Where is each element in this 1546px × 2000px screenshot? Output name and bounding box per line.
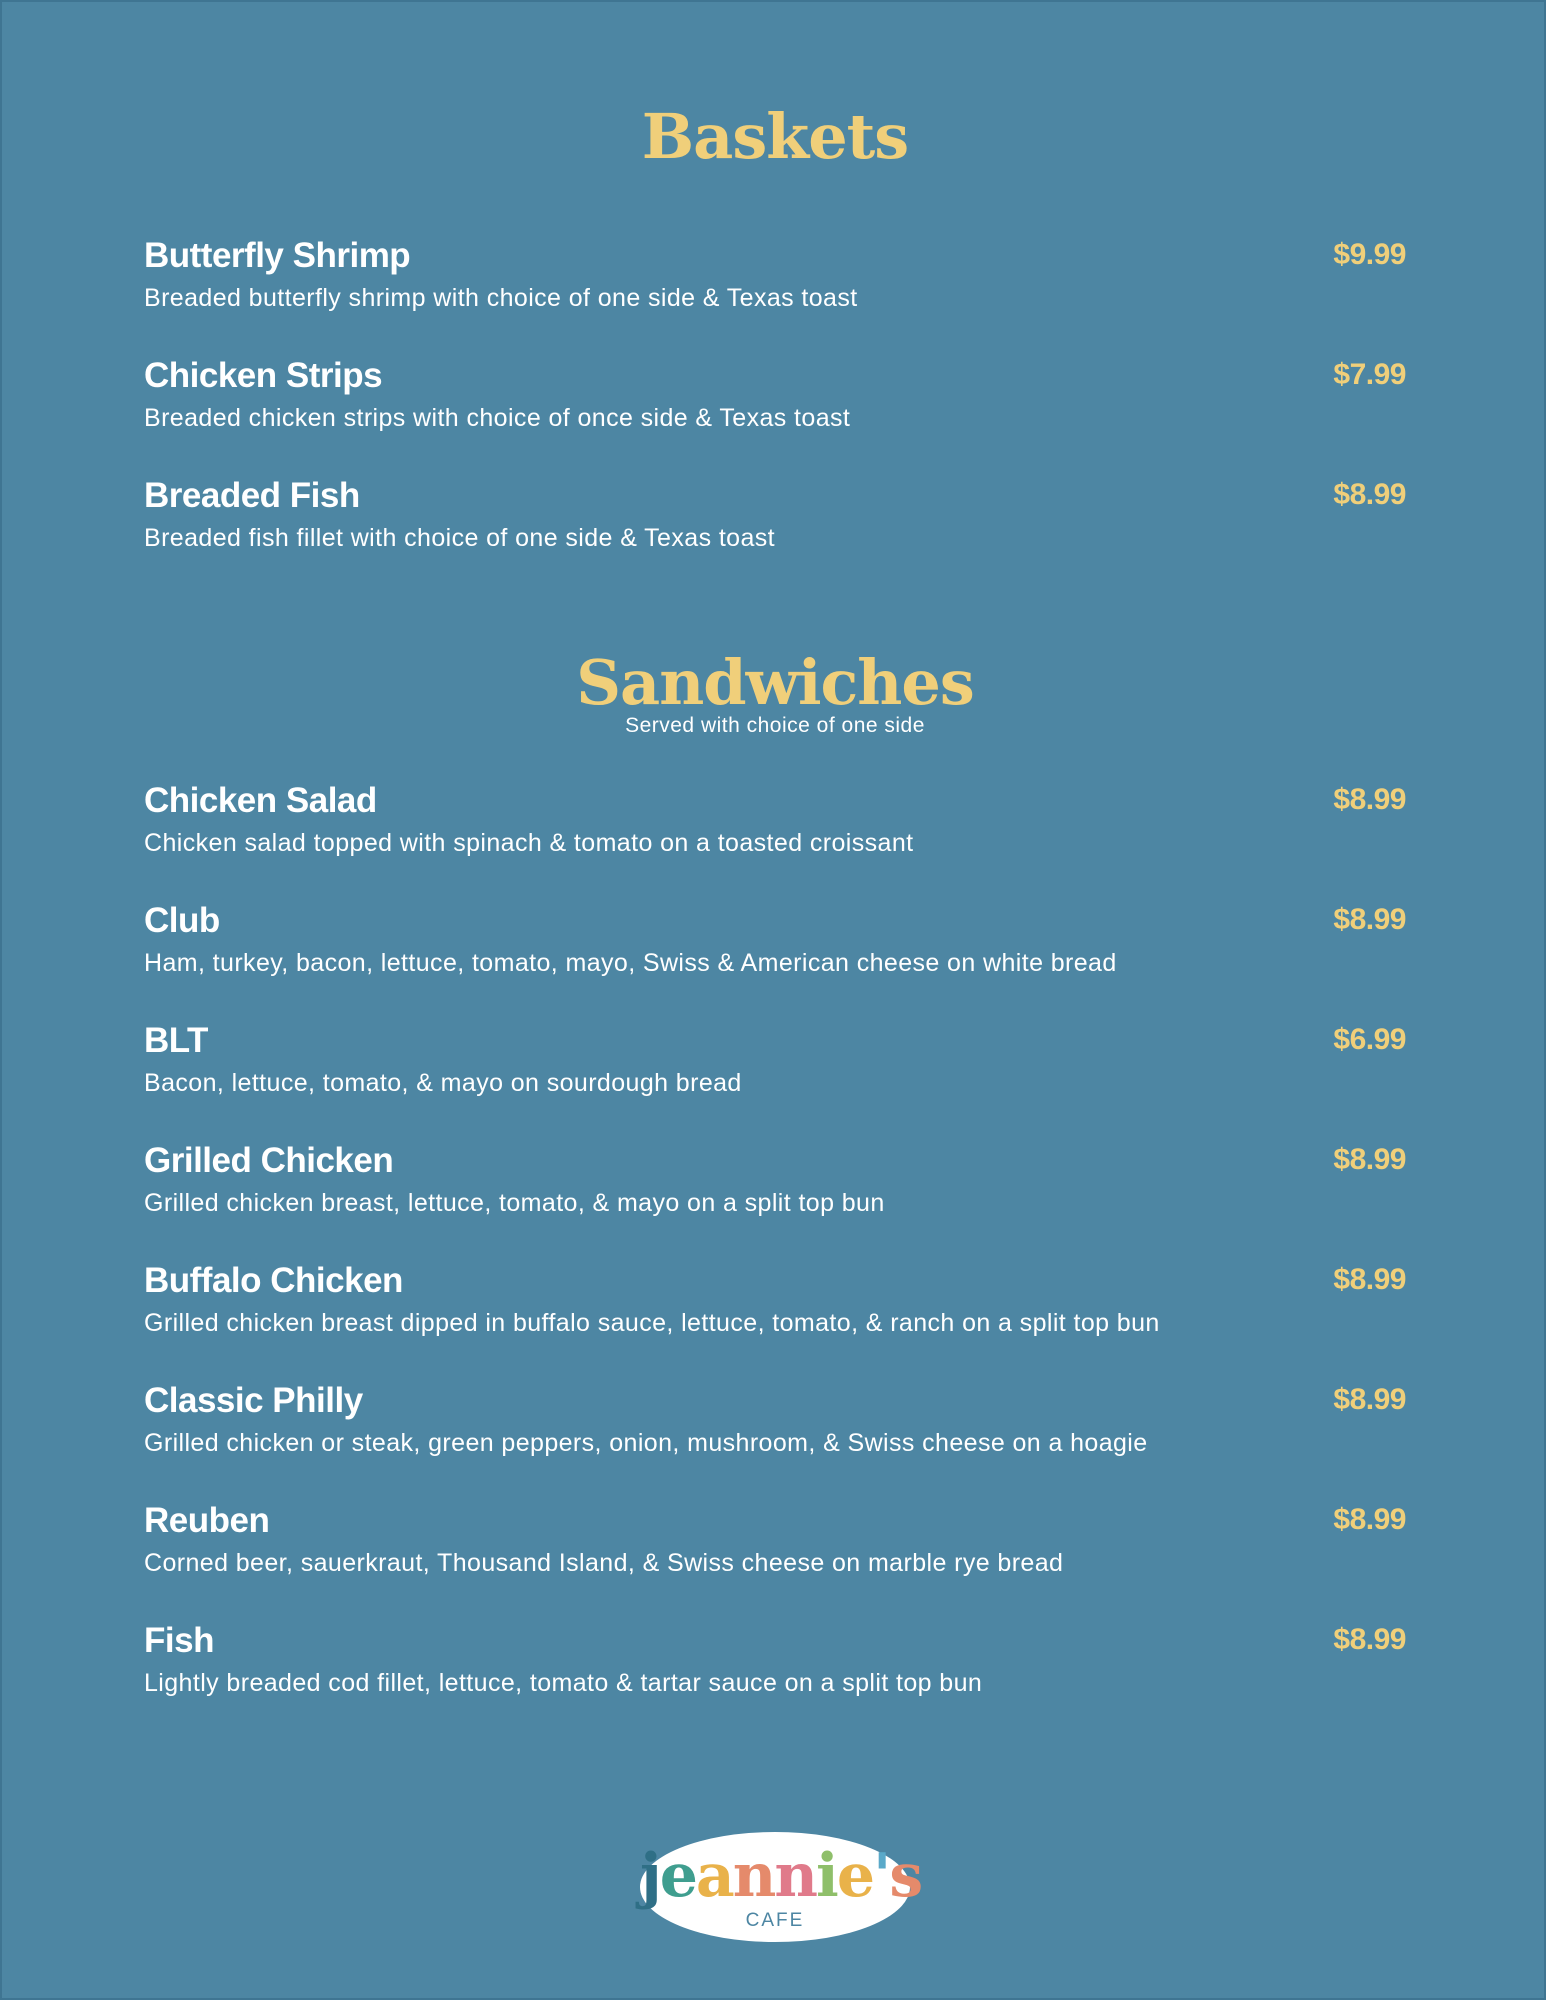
item-price: $6.99 — [1333, 1023, 1406, 1056]
item-name: Classic Philly — [144, 1381, 363, 1420]
item-name: BLT — [144, 1021, 208, 1060]
item-description: Grilled chicken breast, lettuce, tomato, & mayo on a split top bun — [144, 1189, 885, 1217]
menu-item-reuben — [144, 1503, 1406, 1593]
item-name: Buffalo Chicken — [144, 1261, 403, 1300]
item-price: $8.99 — [1333, 1383, 1406, 1416]
item-name: Butterfly Shrimp — [144, 236, 411, 275]
menu-item-blt — [144, 1023, 1406, 1113]
menu-item-chicken-strips — [144, 358, 1406, 448]
item-description: Grilled chicken or steak, green peppers, onion, mushroom, & Swiss cheese on a hoagie — [144, 1429, 1148, 1457]
menu-item-fish — [144, 1623, 1406, 1713]
sandwiches-subtitle: Served with choice of one side — [625, 714, 925, 737]
menu-item-breaded-fish — [144, 478, 1406, 568]
logo-letter: i — [816, 1841, 837, 1911]
menu-item-chicken-salad — [144, 783, 1406, 873]
logo-letter: e — [659, 1841, 696, 1911]
baskets-title: Baskets — [641, 100, 909, 173]
item-price: $8.99 — [1333, 783, 1406, 816]
sandwiches-title: Sandwiches — [576, 646, 974, 719]
logo-letter: n — [732, 1841, 775, 1911]
item-name: Club — [144, 901, 220, 940]
logo-letter: n — [774, 1841, 817, 1911]
logo-subtitle: CAFE — [745, 1910, 805, 1931]
item-name: Chicken Strips — [144, 356, 383, 395]
item-price: $8.99 — [1333, 1143, 1406, 1176]
item-name: Grilled Chicken — [144, 1141, 394, 1180]
item-name: Chicken Salad — [144, 781, 377, 820]
menu-item-grilled-chicken — [144, 1143, 1406, 1233]
item-name: Reuben — [144, 1501, 270, 1540]
item-description: Grilled chicken breast dipped in buffalo sauce, lettuce, tomato, & ranch on a split top bun — [144, 1309, 1160, 1337]
logo-letter: j — [640, 1841, 660, 1911]
item-price: $8.99 — [1333, 1263, 1406, 1296]
logo-letter: e — [836, 1841, 874, 1911]
menu-item-classic-philly — [144, 1383, 1406, 1473]
item-price: $9.99 — [1333, 238, 1406, 271]
item-price: $8.99 — [1333, 1623, 1406, 1656]
menu-item-butterfly-shrimp — [144, 238, 1406, 328]
item-description: Corned beer, sauerkraut, Thousand Island, & Swiss cheese on marble rye bread — [144, 1549, 1064, 1577]
item-price: $8.99 — [1333, 1503, 1406, 1536]
item-price: $8.99 — [1333, 903, 1406, 936]
logo-letter: a — [695, 1841, 733, 1911]
item-description: Breaded fish fillet with choice of one side & Texas toast — [144, 524, 776, 552]
item-description: Breaded chicken strips with choice of once side & Texas toast — [144, 404, 851, 432]
item-price: $7.99 — [1333, 358, 1406, 391]
menu-item-buffalo-chicken — [144, 1263, 1406, 1353]
logo-letter: s — [889, 1841, 922, 1911]
item-description: Breaded butterfly shrimp with choice of one side & Texas toast — [144, 284, 858, 312]
item-name: Fish — [144, 1621, 214, 1660]
item-description: Bacon, lettuce, tomato, & mayo on sourdough bread — [144, 1069, 742, 1097]
cafe-logo — [640, 1832, 922, 1942]
item-description: Chicken salad topped with spinach & tomato on a toasted croissant — [144, 829, 914, 857]
item-name: Breaded Fish — [144, 476, 360, 515]
logo-wordmark — [640, 1841, 922, 1911]
item-price: $8.99 — [1333, 478, 1406, 511]
item-description: Lightly breaded cod fillet, lettuce, tomato & tartar sauce on a split top bun — [144, 1669, 983, 1697]
logo-letter: ' — [873, 1841, 890, 1911]
menu-item-club — [144, 903, 1406, 993]
item-description: Ham, turkey, bacon, lettuce, tomato, mayo, Swiss & American cheese on white bread — [144, 949, 1117, 977]
